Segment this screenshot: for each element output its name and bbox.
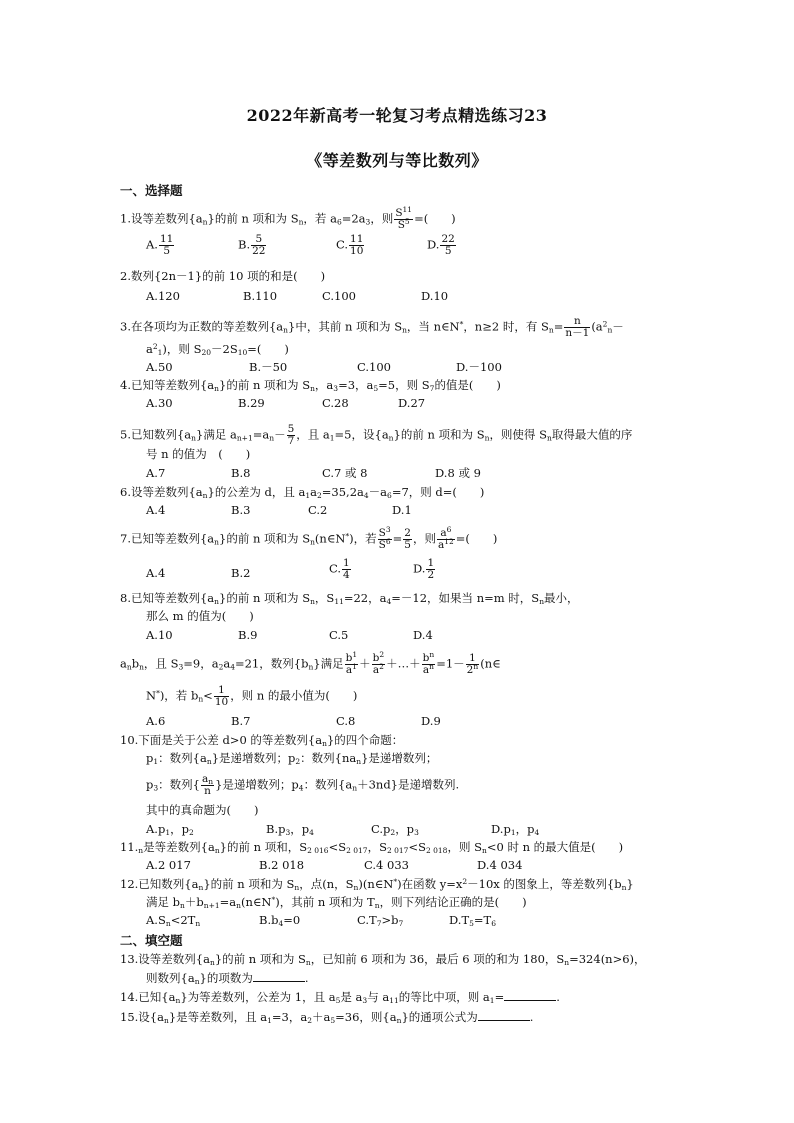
q7-option-d: D. $\frac{1}{2}$ xyxy=(413,557,435,581)
q6-option-b: B.3 xyxy=(231,503,251,517)
question-15: 15.设$\{a_n\}$是等差数列，且 $a_1=3$，$a_2+a_5=36$，则$\{a_n\}$的通项公式为 . xyxy=(120,1010,534,1025)
q5-option-d: D.8 或 9 xyxy=(435,466,481,480)
q4-option-d: D.27 xyxy=(398,396,426,410)
question-14: 14.已知$\{a_n\}$为等差数列，公差为 1，且 $a_5$是 $a_3$与 $a_{11}$的等比中项，则 $a_1=$ . xyxy=(120,990,560,1005)
q12-option-c: $C.T_7>b_7$ xyxy=(357,913,404,928)
q2-option-c: C.100 xyxy=(322,289,356,303)
question-12: 12.已知数列$\{a_n\}$的前 n 项和为 $S_n$，点(n，$S_n)(n\in N^*)$在函数 $y=x^2-10x$ 的图象上，等差数列$\{b_n\}$ xyxy=(120,877,634,892)
question-8: 8.已知等差数列$\{a_n\}$的前 n 项和为 $S_n$，$S_{11}=22$，$a_4=-12$，如果当 n=m 时，$S_n$最小， xyxy=(120,591,579,606)
q2-option-d: D.10 xyxy=(421,289,449,303)
section-heading-choice: 一、选择题 xyxy=(120,183,183,198)
q10-option-d: $D.p_1$，$p_4$ xyxy=(491,822,540,837)
q1-option-b: B. $\frac{5}{22}$ xyxy=(238,233,266,257)
q8-option-d: D.4 xyxy=(413,628,433,642)
q7-option-a: A.4 xyxy=(146,566,166,580)
q9-option-d: D.9 xyxy=(421,714,441,728)
question-1: 1.设等差数列$\{a_n\}$的前 n 项和为 $S_n$，若 $a_6=2a_3$，则 $\frac{S^{11}}{S^5}$ =( ) xyxy=(120,205,456,231)
fraction-s11-s5: $\frac{S^{11}}{S^5}$ xyxy=(395,205,413,231)
q2-option-b: B.110 xyxy=(243,289,278,303)
q11-option-d: D.4 034 xyxy=(477,858,523,872)
question-12-cont: 满足 $b_n+b_{n+1}=a_n(n\in N^*)$，其前 n 项和为 $T_n$，则下列结论正确的是( ) xyxy=(146,895,527,910)
question-3-cont: $a^2_1$)，则 $S_{20}-2S_{10}=$( ) xyxy=(146,342,289,357)
q11-option-b: B.2 018 xyxy=(259,858,305,872)
page-title: 2022年新高考一轮复习考点精选练习23 xyxy=(246,106,548,125)
q1-option-c: C. $\frac{11}{10}$ xyxy=(336,233,364,257)
q4-option-c: C.28 xyxy=(322,396,349,410)
question-6: 6.设等差数列$\{a_n\}$的公差为 d，且 $a_1a_2=35,2a_4-a_6=7$，则 d=( ) xyxy=(120,485,485,500)
q3-option-b: B.－50 xyxy=(249,360,288,374)
question-10: 10.下面是关于公差 d>0 的等差数列$\{a_n\}$的四个命题： xyxy=(120,733,404,748)
q11-option-c: C.4 033 xyxy=(364,858,409,872)
q6-option-c: C.2 xyxy=(308,503,328,517)
q12-option-a: $A.S_n<2T_n$ xyxy=(146,913,201,928)
question-10-line2: $p_1$：数列$\{a_n\}$是递增数列；$p_2$：数列$\{na_n\}$是递增数列； xyxy=(146,751,438,766)
answer-blank[interactable] xyxy=(478,1009,530,1021)
question-5: 5.已知数列$\{a_n\}$满足 $a_{n+1}=a_n-$ $\frac{5}{7}$ ，且 $a_1=5$，设$\{a_n\}$的前 n 项和为 $S_n$，则使得 $S_n$取得最大值的序 xyxy=(120,423,633,447)
q1-option-d: D. $\frac{22}{5}$ xyxy=(427,233,455,257)
q12-option-d: $D.T_5=T_6$ xyxy=(449,913,497,928)
page-subtitle: 《等差数列与等比数列》 xyxy=(306,151,488,170)
q1-option-a: A. $\frac{11}{5}$ xyxy=(146,233,174,257)
q9-option-b: B.7 xyxy=(231,714,251,728)
q4-option-b: B.29 xyxy=(238,396,265,410)
q7-option-c: C. $\frac{1}{4}$ xyxy=(329,557,350,581)
question-13-cont: 则数列$\{a_n\}$的项数为 . xyxy=(146,971,309,986)
q5-option-b: B.8 xyxy=(231,466,251,480)
question-4: 4.已知等差数列$\{a_n\}$的前 n 项和为 $S_n$，$a_3=3$，$a_5=5$，则 $S_7$的值是( ) xyxy=(120,378,501,393)
question-9: $a_nb_n$，且 $S_3=9$，$a_2a_4=21$，数列$\{b_n\}$满足 $\frac{b^1}{a^1}$ ＋ $\frac{b^2}{a^2}$ ＋…＋ $\frac{b^n}{a^n}$ =1－ $\frac{1}{2^n}$ (n∈ xyxy=(120,650,501,676)
q10-option-a: $A.p_1$，$p_2$ xyxy=(146,822,194,837)
q10-option-c: $C.p_2$，$p_3$ xyxy=(371,822,419,837)
q5-option-c: C.7 或 8 xyxy=(322,466,368,480)
q3-option-c: C.100 xyxy=(357,360,391,374)
q9-option-c: C.8 xyxy=(336,714,356,728)
question-13: 13.设等差数列$\{a_n\}$的前 n 项和为 $S_n$，已知前 6 项和为 36，最后 6 项的和为 180，$S_n=324(n>6)$， xyxy=(120,952,646,967)
q7-option-b: B.2 xyxy=(231,566,251,580)
q3-option-a: A.50 xyxy=(146,360,173,374)
q3-option-d: D.－100 xyxy=(456,360,502,374)
q9-option-a: A.6 xyxy=(146,714,166,728)
section-heading-fill: 二、填空题 xyxy=(120,933,183,948)
answer-blank[interactable] xyxy=(504,989,556,1001)
question-5-cont: 号 n 的值为 ( ) xyxy=(146,447,251,461)
q6-option-a: A.4 xyxy=(146,503,166,517)
question-9-cont: N*)，若 $b_n<$ $\frac{1}{10}$ ，则 n 的最小值为( ) xyxy=(146,684,358,708)
q8-option-c: C.5 xyxy=(329,628,349,642)
question-8-cont: 那么 m 的值为( ) xyxy=(146,609,254,623)
q4-option-a: A.30 xyxy=(146,396,173,410)
q5-option-a: A.7 xyxy=(146,466,166,480)
question-10-line4: 其中的真命题为( ) xyxy=(146,803,259,817)
answer-blank[interactable] xyxy=(253,970,305,982)
q11-option-a: A.2 017 xyxy=(146,858,191,872)
q2-option-a: A.120 xyxy=(146,289,180,303)
q12-option-b: $B.b_4=0$ xyxy=(259,913,301,928)
q8-option-a: A.10 xyxy=(146,628,173,642)
question-2: 2.数列{2n－1}的前 10 项的和是( ) xyxy=(120,269,326,283)
question-7: 7.已知等差数列$\{a_n\}$的前 n 项和为 $S_n(n\in N^*)$，若 $\frac{S^3}{S^6}$ = $\frac{2}{5}$ ，则 $\frac{a^6}{a^{12}}$ =( ) xyxy=(120,525,498,551)
q8-option-b: B.9 xyxy=(238,628,258,642)
q6-option-d: D.1 xyxy=(392,503,412,517)
question-10-line3: $p_3$：数列{ $\frac{a_n}{n}$ }是递增数列；$p_4$：数列$\{a_n+3nd\}$是递增数列. xyxy=(146,773,460,797)
q10-option-b: $B.p_3$，$p_4$ xyxy=(266,822,314,837)
question-3: 3.在各项均为正数的等差数列$\{a_n\}$中，其前 n 项和为 $S_n$，当 n∈N*，n≥2 时，有 $S_n=$ $\frac{n}{n-1}$ ($a^2_n-$ xyxy=(120,315,624,339)
question-11: $11._n$是等差数列$\{a_n\}$的前 n 项和，$S_{2 016}<S_{2 017}$，$S_{2 017}<S_{2 018}$，则 $S_n<0$ 时 n 的最大值是( ) xyxy=(120,840,624,855)
